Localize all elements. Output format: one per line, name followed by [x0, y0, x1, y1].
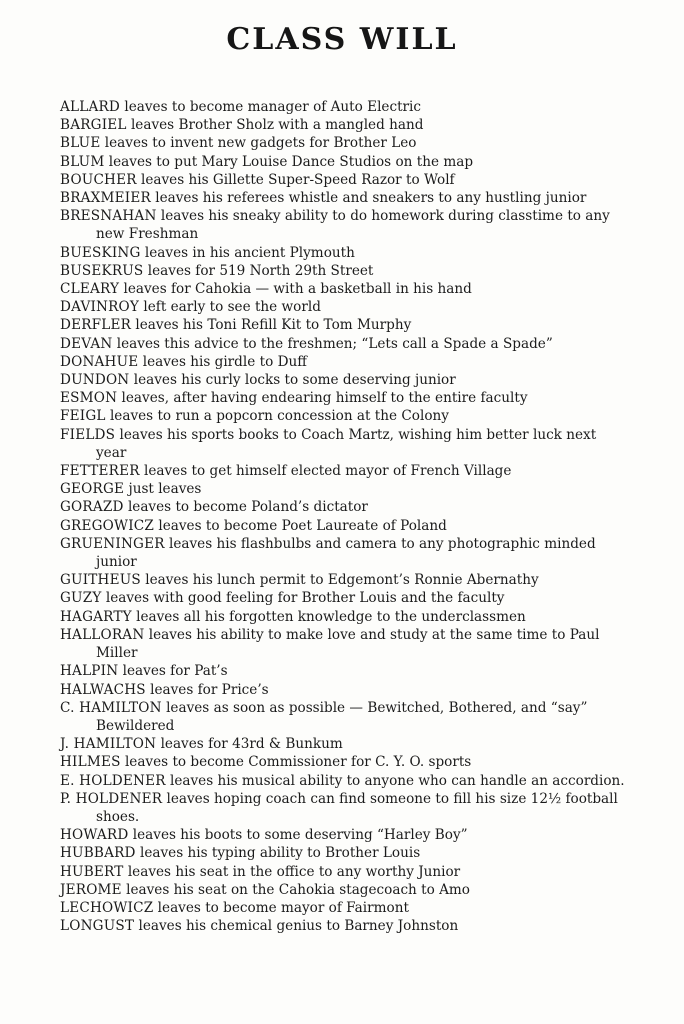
student-name: P. HOLDENER: [60, 790, 163, 807]
bequest-text: leaves to get himself elected mayor of French Village: [144, 463, 512, 480]
student-name: ALLARD: [60, 99, 121, 115]
student-name: CLEARY: [60, 281, 120, 298]
bequest-text: leaves his musical ability to anyone who can handle an accordion.: [170, 772, 625, 789]
bequest-text: leaves Brother Sholz with a mangled hand: [130, 117, 424, 134]
list-item: [60, 98, 626, 116]
bequest-text: leaves his sneaky ability to do homework during classtime to any new Freshman: [96, 208, 610, 243]
bequest-text: leaves his chemical genius to Barney Johnston: [138, 918, 459, 935]
student-name: BOUCHER: [60, 171, 137, 188]
student-name: GORAZD: [60, 499, 124, 516]
list-item: [60, 171, 626, 189]
list-item: [60, 498, 626, 516]
bequest-text: leaves his seat in the office to any worthy Junior: [127, 863, 461, 880]
student-name: HALLORAN: [60, 626, 145, 643]
list-item: [60, 589, 626, 607]
student-name: ESMON: [60, 390, 118, 407]
student-name: FETTERER: [60, 463, 140, 480]
student-name: FEIGL: [60, 408, 106, 425]
bequest-text: leaves, after having endearing himself to the entire faculty: [121, 390, 528, 407]
student-name: C. HAMILTON: [60, 699, 162, 716]
student-name: BARGIEL: [60, 117, 127, 134]
student-name: GUITHEUS: [60, 572, 141, 589]
bequest-text: leaves his flashbulbs and camera to any photographic minded junior: [96, 535, 596, 571]
bequest-text: leaves to become manager of Auto Electric: [124, 99, 421, 115]
student-name: HILMES: [60, 754, 121, 771]
student-name: DONAHUE: [60, 353, 139, 370]
list-item: [60, 681, 626, 699]
list-item: [60, 262, 626, 280]
list-item: [60, 917, 626, 935]
list-item: [60, 462, 626, 480]
bequest-text: leaves for 519 North 29th Street: [147, 262, 374, 279]
student-name: GEORGE: [60, 481, 125, 498]
student-name: BLUE: [60, 135, 101, 152]
list-item: [60, 280, 626, 298]
list-item: [60, 571, 626, 589]
list-item: [60, 298, 626, 316]
bequest-text: leaves for Price’s: [150, 681, 269, 698]
bequest-text: leaves hoping coach can find someone to fill his size 12½ football shoes.: [96, 790, 618, 825]
bequest-text: leaves with good feeling for Brother Louis and the faculty: [105, 590, 505, 607]
bequest-text: leaves to become mayor of Fairmont: [157, 899, 409, 916]
student-name: BUSEKRUS: [60, 262, 144, 279]
list-item: [60, 826, 626, 844]
list-item: [60, 772, 626, 790]
list-item: [60, 535, 626, 571]
bequest-text: leaves to become Poland’s dictator: [127, 499, 368, 516]
list-item: [60, 863, 626, 881]
student-name: BRESNAHAN: [60, 208, 157, 225]
student-name: LECHOWICZ: [60, 899, 154, 916]
student-name: GRUENINGER: [60, 535, 165, 552]
bequest-text: leaves as soon as possible — Bewitched, Bothered, and “say” Bewildered: [96, 699, 588, 734]
bequest-text: leaves his seat on the Cahokia stagecoach to Amo: [126, 881, 470, 898]
student-name: DAVINROY: [60, 299, 140, 316]
student-name: GUZY: [60, 590, 102, 607]
student-name: HALWACHS: [60, 681, 146, 698]
bequest-text: left early to see the world: [143, 299, 321, 316]
list-item: [60, 207, 626, 243]
list-item: [60, 153, 626, 171]
bequest-text: leaves his curly locks to some deserving junior: [133, 372, 456, 389]
list-item: [60, 881, 626, 899]
bequest-text: leaves his ability to make love and study at the same time to Paul Miller: [96, 626, 600, 662]
bequest-text: leaves for 43rd & Bunkum: [160, 736, 343, 753]
student-name: DUNDON: [60, 372, 130, 389]
student-name: BRAXMEIER: [60, 190, 151, 207]
list-item: [60, 116, 626, 134]
student-name: FIELDS: [60, 426, 116, 443]
list-item: [60, 134, 626, 152]
bequest-text: leaves his typing ability to Brother Louis: [139, 845, 421, 862]
student-name: LONGUST: [60, 918, 135, 935]
student-name: HALPIN: [60, 663, 119, 680]
list-item: [60, 480, 626, 498]
bequest-text: leaves to become Commissioner for C. Y. O. sports: [124, 754, 472, 771]
list-item: [60, 407, 626, 425]
list-item: [60, 844, 626, 862]
student-name: DEVAN: [60, 335, 113, 352]
class-will-list: [60, 98, 626, 935]
list-item: [60, 735, 626, 753]
list-item: [60, 517, 626, 535]
student-name: BUESKING: [60, 244, 141, 261]
bequest-text: leaves his boots to some deserving “Harley Boy”: [132, 827, 468, 844]
student-name: DERFLER: [60, 317, 132, 334]
student-name: BLUM: [60, 153, 105, 170]
bequest-text: leaves his referees whistle and sneakers to any hustling junior: [155, 190, 587, 207]
bequest-text: leaves his Gillette Super-Speed Razor to Wolf: [141, 171, 455, 188]
bequest-text: leaves his Toni Refill Kit to Tom Murphy: [135, 317, 412, 334]
student-name: GREGOWICZ: [60, 517, 155, 534]
student-name: HAGARTY: [60, 608, 132, 625]
student-name: E. HOLDENER: [60, 772, 166, 789]
list-item: [60, 753, 626, 771]
bequest-text: leaves his lunch permit to Edgemont’s Ronnie Abernathy: [145, 572, 539, 589]
bequest-text: leaves in his ancient Plymouth: [144, 244, 355, 261]
list-item: [60, 389, 626, 407]
bequest-text: leaves to run a popcorn concession at the Colony: [109, 408, 449, 425]
bequest-text: leaves for Cahokia — with a basketball in his hand: [123, 281, 472, 298]
list-item: [60, 608, 626, 626]
list-item: [60, 899, 626, 917]
bequest-text: leaves to become Poet Laureate of Poland: [158, 517, 447, 534]
student-name: J. HAMILTON: [60, 736, 157, 753]
student-name: JEROME: [60, 881, 122, 898]
student-name: HOWARD: [60, 827, 129, 844]
list-item: [60, 244, 626, 262]
bequest-text: leaves to put Mary Louise Dance Studios on the map: [108, 153, 474, 170]
student-name: HUBERT: [60, 863, 124, 880]
bequest-text: leaves his sports books to Coach Martz, wishing him better luck next year: [96, 426, 597, 461]
list-item: [60, 189, 626, 207]
bequest-text: leaves his girdle to Duff: [142, 353, 307, 370]
bequest-text: leaves this advice to the freshmen; “Lets call a Spade a Spade”: [116, 335, 553, 352]
bequest-text: leaves to invent new gadgets for Brother Leo: [104, 135, 417, 152]
list-item: [60, 699, 626, 735]
list-item: [60, 353, 626, 371]
bequest-text: leaves all his forgotten knowledge to the underclassmen: [136, 608, 526, 625]
list-item: [60, 335, 626, 353]
list-item: [60, 371, 626, 389]
bequest-text: leaves for Pat’s: [122, 663, 228, 680]
list-item: [60, 626, 626, 662]
list-item: [60, 426, 626, 462]
list-item: [60, 316, 626, 334]
list-item: [60, 790, 626, 826]
student-name: HUBBARD: [60, 845, 136, 862]
page-title: CLASS WILL: [226, 22, 458, 57]
list-item: [60, 662, 626, 680]
bequest-text: just leaves: [128, 481, 202, 498]
